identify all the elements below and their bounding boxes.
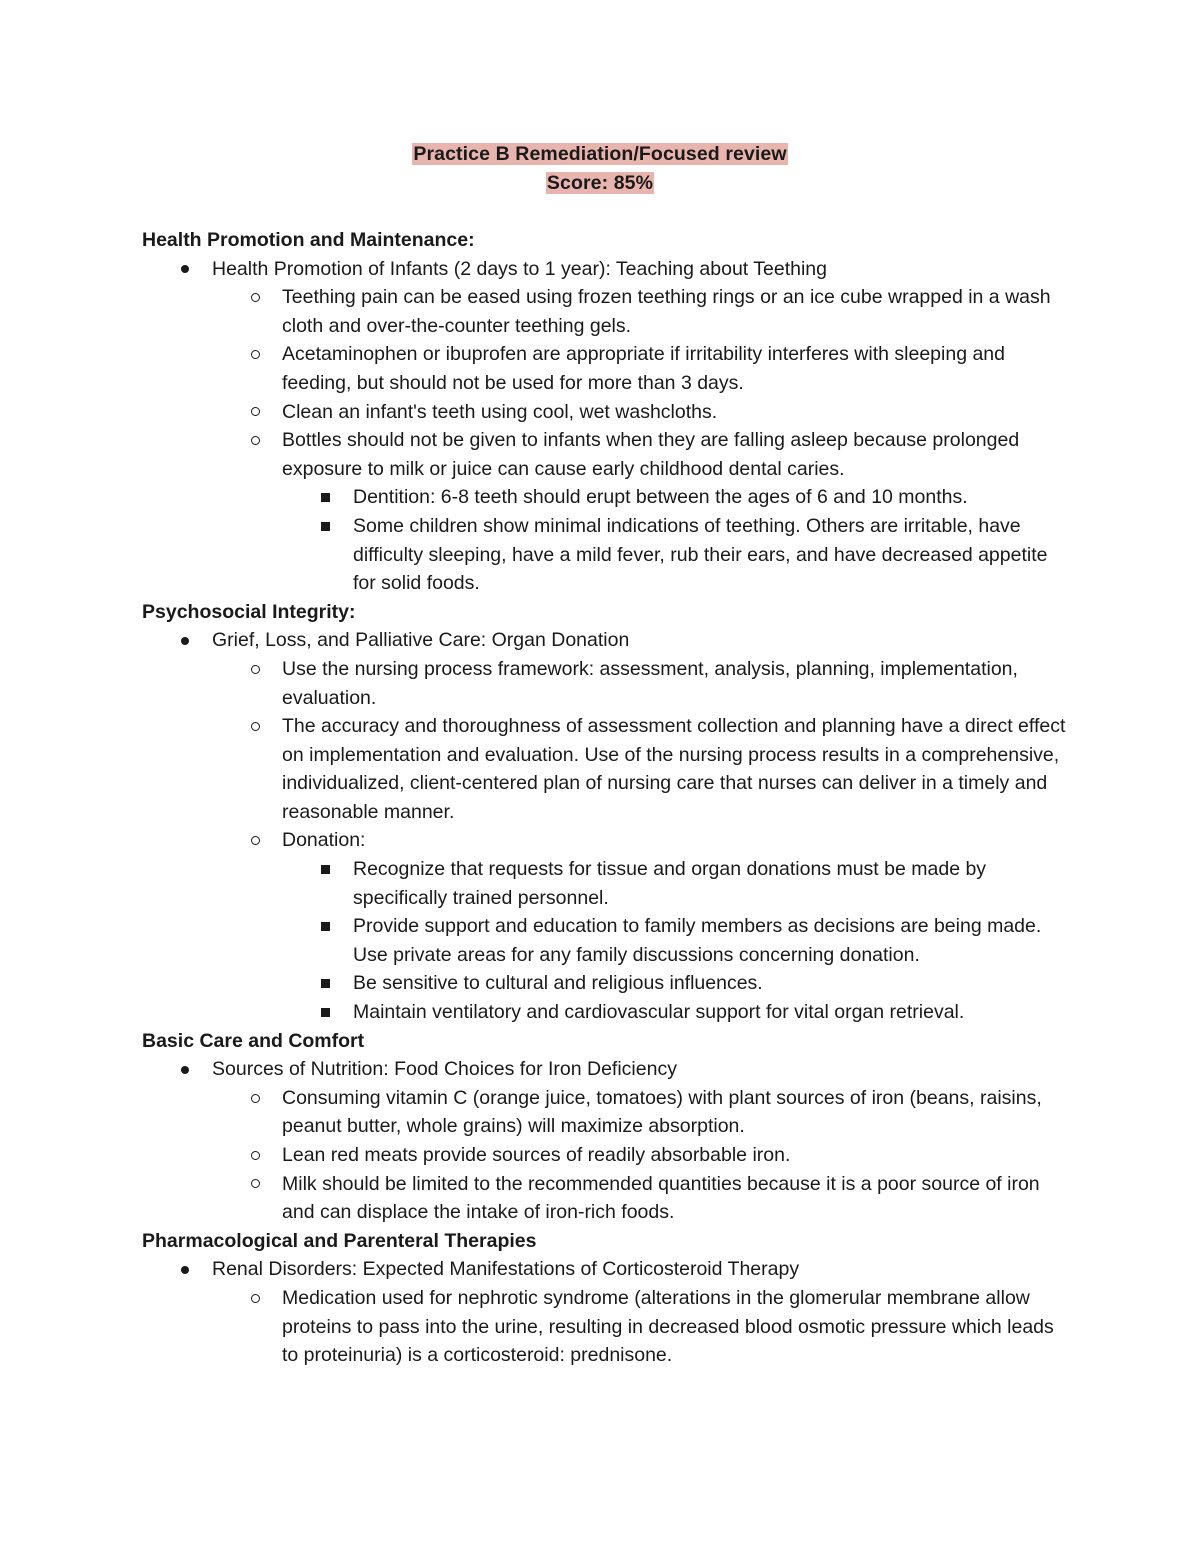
topic-list [142,626,1072,1026]
list-item [142,855,1072,912]
section-health-promotion [142,226,1072,598]
subpoint-text: Maintain ventilatory and cardiovascular support for vital organ retrieval. [353,1001,965,1024]
point-text: Consuming vitamin C (orange juice, tomatoes) with plant sources of iron (beans, raisins, peanut butter, whole grains) will maximize absorption. [282,1086,1042,1138]
topic-list [142,1055,1072,1227]
subpoint-text: Recognize that requests for tissue and organ donations must be made by specifically trained personnel. [353,858,987,909]
list-item [142,1170,1072,1227]
bullet-dot-icon [181,1266,189,1274]
bullet-circle-icon [251,436,260,445]
list-item [142,512,1072,598]
subpoint-text: Some children show minimal indications of teething. Others are irritable, have difficulty sleeping, have a mild fever, rub their ears, and have decreased appetite for solid foods. [353,514,1048,595]
section-heading: Basic Care and Comfort [142,1029,365,1052]
point-text: Acetaminophen or ibuprofen are appropriate if irritability interferes with sleeping and feeding, but should not be used for more than 3 days. [282,343,1005,394]
section-pharmacological [142,1227,1072,1370]
list-item [142,1141,1072,1170]
bullet-square-icon [321,522,330,531]
list-item [142,1084,1072,1141]
list-item [142,426,1072,483]
point-text: Use the nursing process framework: assessment, analysis, planning, implementation, evaluation. [282,657,1018,709]
topic-list [142,255,1072,598]
bullet-circle-icon [251,293,260,302]
list-item [142,1284,1072,1370]
list-item [142,712,1072,826]
point-text: Bottles should not be given to infants when they are falling asleep because prolonged exposure to milk or juice can cause early childhood dental caries. [282,429,1020,480]
bullet-circle-icon [251,1094,260,1103]
bullet-square-icon [321,493,330,502]
bullet-circle-icon [251,665,260,674]
point-text: Teething pain can be eased using frozen teething rings or an ice cube wrapped in a wash cloth and over-the-counter teething gels. [282,286,1051,337]
list-item [142,483,1072,512]
section-basic-care [142,1027,1072,1227]
subpoint-text: Provide support and education to family members as decisions are being made. Use private areas for any family discussions concerning donation. [353,915,1042,966]
section-heading: Pharmacological and Parenteral Therapies [142,1229,537,1252]
bullet-circle-icon [251,836,260,845]
list-item [142,255,1072,284]
list-item [142,1255,1072,1284]
list-item [142,912,1072,969]
topic-text: Sources of Nutrition: Food Choices for Iron Deficiency [212,1058,677,1081]
score-label: Score: 85% [546,172,654,194]
point-text: Lean red meats provide sources of readily absorbable iron. [282,1144,791,1166]
list-item [142,655,1072,712]
subpoint-text: Dentition: 6-8 teeth should erupt between the ages of 6 and 10 months. [353,486,968,509]
list-item [142,340,1072,397]
list-item [142,283,1072,340]
point-text: Milk should be limited to the recommended quantities because it is a poor source of iron and can displace the intake of iron-rich foods. [282,1172,1040,1224]
list-item [142,998,1072,1027]
bullet-dot-icon [181,637,189,645]
topic-text: Grief, Loss, and Palliative Care: Organ Donation [212,629,630,652]
bullet-square-icon [321,979,330,988]
topic-text: Health Promotion of Infants (2 days to 1 year): Teaching about Teething [212,257,827,280]
subpoint-text: Be sensitive to cultural and religious influences. [353,972,763,995]
bullet-circle-icon [251,1151,260,1160]
section-heading: Psychosocial Integrity: [142,600,356,623]
title-block [0,140,1200,198]
section-psychosocial-integrity [142,598,1072,1027]
bullet-circle-icon [251,1179,260,1188]
bullet-square-icon [321,865,330,874]
bullet-circle-icon [251,1294,260,1303]
bullet-square-icon [321,1008,330,1017]
bullet-circle-icon [251,407,260,416]
point-text: Clean an infant's teeth using cool, wet washcloths. [282,400,718,423]
point-text: Donation: [282,829,366,852]
bullet-circle-icon [251,722,260,731]
topic-list [142,1255,1072,1369]
list-item [142,826,1072,855]
list-item [142,969,1072,998]
bullet-dot-icon [181,1066,189,1074]
section-heading: Health Promotion and Maintenance: [142,229,475,251]
point-text: Medication used for nephrotic syndrome (alterations in the glomerular membrane allow proteins to pass into the urine, resulting in decreased blood osmotic pressure which leads to proteinuria) is a corticosteroid: prednisone. [282,1286,1054,1367]
document-title: Practice B Remediation/Focused review [413,143,787,165]
list-item [142,1055,1072,1084]
bullet-square-icon [321,922,330,931]
bullet-dot-icon [181,265,189,273]
document-body [142,226,1072,1370]
list-item [142,398,1072,427]
bullet-circle-icon [251,350,260,359]
point-text: The accuracy and thoroughness of assessment collection and planning have a direct effect on implementation and evaluation. Use of the nursing process results in a comprehensive, individualized, client-centered plan of nursing care that nurses can deliver in a timely and reasonable manner. [282,715,1066,823]
list-item [142,626,1072,655]
topic-text: Renal Disorders: Expected Manifestations of Corticosteroid Therapy [212,1258,800,1281]
